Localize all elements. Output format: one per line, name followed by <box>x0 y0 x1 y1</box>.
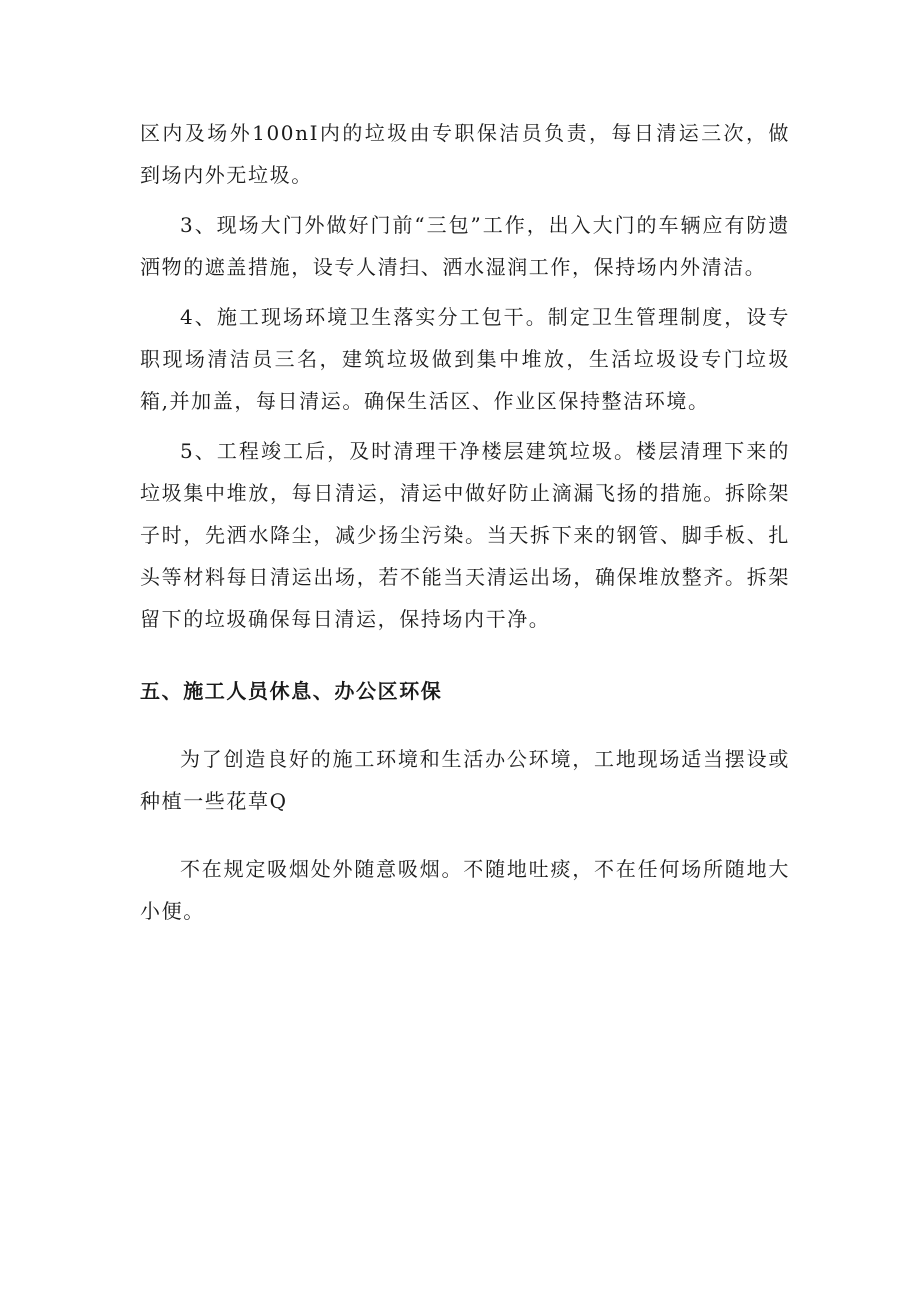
section-paragraph-2: 不在规定吸烟处外随意吸烟。不随地吐痰，不在任何场所随地大小便。 <box>140 857 790 923</box>
paragraph-item-4: 4、施工现场环境卫生落实分工包干。制定卫生管理制度，设专职现场清洁员三名，建筑垃圾做到集中堆放，生活垃圾设专门垃圾箱,并加盖，每日清运。确保生活区、作业区保持整洁环境。 <box>140 305 790 413</box>
document-body <box>140 112 790 932</box>
paragraph-item-5: 5、工程竣工后，及时清理干净楼层建筑垃圾。楼层清理下来的垃圾集中堆放，每日清运，清运中做好防止滴漏飞扬的措施。拆除架子时，先洒水降尘，减少扬尘污染。当天拆下来的钢管、脚手板、扎头等材料每日清运出场，若不能当天清运出场，确保堆放整齐。拆架留下的垃圾确保每日清运，保持场内干净。 <box>140 439 790 631</box>
paragraph-continuation: 区内及场外100nI内的垃圾由专职保洁员负责，每日清运三次，做到场内外无垃圾。 <box>140 121 790 187</box>
paragraph-item-3: 3、现场大门外做好门前“三包”工作，出入大门的车辆应有防遗洒物的遮盖措施，设专人清扫、洒水湿润工作，保持场内外清洁。 <box>140 213 790 279</box>
section-heading: 五、施工人员休息、办公区环保 <box>140 679 443 703</box>
section-paragraph-1: 为了创造良好的施工环境和生活办公环境，工地现场适当摆设或种植一些花草Q <box>140 747 790 813</box>
